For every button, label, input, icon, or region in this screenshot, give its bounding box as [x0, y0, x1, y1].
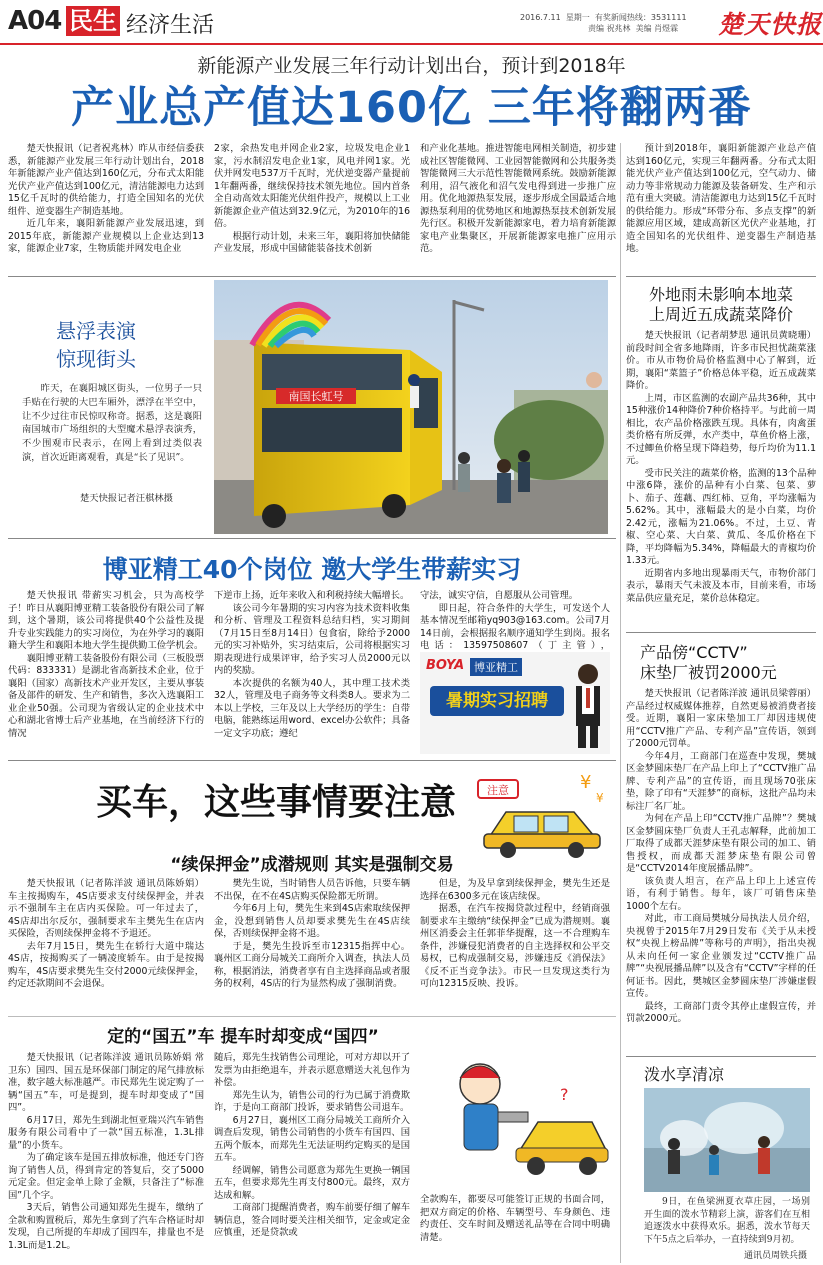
- car-paragraph: 工商部门提醒消费者，购车前要仔细了解车辆信息，签合同时要关注相关细节，定金或定金应慎重，还是贷款或: [214, 1202, 410, 1238]
- ad-banner: [430, 686, 564, 716]
- issue-date: 2016.7.11: [520, 13, 561, 22]
- lead-paragraph: 2家，余热发电并网企业2家，垃圾发电企业1家，污水制沼发电企业1家，风电并网1家。光伏并网发电537万千瓦时，光伏逆变器产量提前1年翻两番，继续保持技术领先地位。国内首条全自动高效太阳能光伏组件投产，规模以上工业新能源企业产值达到32.9亿元，为2010年的16倍。: [214, 143, 410, 229]
- car-s1-column-1: [8, 878, 204, 1014]
- car-paragraph: 6月17日，郑先生到湖北恒亚瑞兴汽车销售服务有限公司看中了一款“国五标准，1.3L排量”的小货车。: [8, 1114, 204, 1151]
- car-paragraph: 随后，郑先生找销售公司理论，可对方却以开了发票为由拒绝退车，并表示愿意赠送大礼包作为补偿。: [214, 1052, 410, 1088]
- splash-top-rule: [626, 1056, 816, 1057]
- svg-text:¥: ¥: [580, 772, 592, 793]
- car-headline: 买车，这些事情要注意: [96, 782, 457, 823]
- svg-text:?: ?: [560, 1085, 569, 1104]
- photo-story-credit: 楚天快报记者汪棋林摄: [80, 493, 173, 504]
- veg-body: [626, 330, 816, 628]
- intern-paragraph: 襄阳博亚精工装备股份有限公司（三板股票代码：833331）是湖北省高新技术企业，位于襄阳（国家）高新技术产业开发区，主要从事装备及部件的研发、生产和销售，多次入选襄阳工业企业50强。公司现为省级认定的企业技术中心和湖北省博士后产业基地，在当前经济下行的情况: [8, 652, 204, 739]
- veg-paragraph: 受市民关注的蔬菜价格，监测的13个品种中涨6降，涨价的品种有小白菜、包菜、萝卜、茄子、莲藕、西红柿、豆角，平均涨幅为5.62%。其中，涨幅最大的是小白菜，均价2.42元，涨幅为21.06%。不过，土豆、青椒、空心菜、大白菜、黄瓜、冬瓜价格在下降，平均降幅为5.34%，降幅最大的青椒均价1.33元。: [626, 467, 816, 566]
- car-paragraph: 6月27日，襄州区工商分局城关工商所介入调查后发现，销售公司销售的小货车有国四、国五两个版本，而郑先生无法证明约定购买的是国五车。: [214, 1114, 410, 1163]
- masthead-rule: [0, 43, 823, 45]
- cctv-paragraph: 最终，工商部门责令其停止虚假宣传，并罚款2000元。: [626, 1000, 816, 1024]
- intern-headline: 博亚精工40个岗位 邀大学生带薪实习: [102, 555, 522, 584]
- cctv-paragraph: 对此，市工商局樊城分局执法人员介绍，央视曾于2015年7月29日发布《关于从未授权“央视上榜品牌”等称号的声明》，指出央视从未向任何一家企业颁发过“CCTV推广品牌”“央视展播品牌”以及含有“CCTV”字样的任何证书。因此，樊城区金梦圆床垫厂涉嫌虚假宣传。: [626, 913, 816, 999]
- lead-headline: 产业总产值达160亿 三年将翻两番: [71, 83, 752, 133]
- caution-sticker-text: 注意: [487, 784, 509, 797]
- car-s2-column-2: [214, 1052, 410, 1262]
- cctv-body: [626, 688, 816, 1052]
- lead-bottom-rule: [8, 276, 616, 277]
- page-number: A04: [8, 6, 62, 36]
- veg-paragraph: 上周，市区监测的农副产品共36种，其中15种涨价14种降价7种价格持平。与此前一周相比，农产品价格涨跌互现。具体有，肉禽蛋类价格有所反弹，水产类中，草鱼价格上涨，不过鲫鱼价格呈现下降趋势，每斤均价为11.1元。: [626, 392, 816, 466]
- splash-title: 泼水享清凉: [644, 1065, 725, 1084]
- lead-kicker: 新能源产业发展三年行动计划出台，预计到2018年: [197, 55, 626, 77]
- veg-title-1: 外地雨未影响本地菜: [648, 285, 793, 304]
- bus-photo: [214, 280, 608, 534]
- photo-story-title-2: 惊现街头: [56, 347, 136, 371]
- car-paragraph: 去年7月15日，樊先生在轿行大道中瑞达4S店，按揭购买了一辆凌度轿车。由于是按揭购车，4S店要求樊先生交付2000元续保押金，约定还款期间不会退保。: [8, 940, 204, 989]
- mechanic-cartoon-graphic: [420, 1050, 610, 1190]
- cctv-paragraph: 今年4月，工商部门在巡查中发现，樊城区金梦圆床垫厂在产品上印上了“CCTV推广品牌、专利产品”的宣传语，而且现场70张床垫，除了印有“天涯梦”的商标，这批产品均未标注厂名厂址。: [626, 750, 816, 812]
- intern-paragraph: 守法，诚实守信，自愿服从公司管理。: [420, 590, 579, 601]
- lead-column-1: [8, 143, 204, 273]
- lead-paragraph: 预计到2018年，襄阳新能源产业总产值达到160亿元，实现三年翻两番。分布式太阳能光伏产业产值达到100亿元，空气动力、储动力等非常规动力能源及装备研发、生产和示范有重大突破。清洁能源电力达到15亿千瓦时的供给能力。形成“环带分布、多点支撑”的新能源应用区域，建成高新区光伏产业基地，打造全国知名的光伏组件、逆变器生产制造基地。: [626, 143, 816, 254]
- veg-title-2: 上周近五成蔬菜降价: [648, 305, 793, 324]
- photo-story-body: 昨天，在襄阳城区街头，一位男子一只手贴在行驶的大巴车厢外，漂浮在半空中，让不少过往市民惊叹称奇。据悉，这是襄阳南国城市广场组织的大型魔术悬浮表演秀，不少围观市民表示，在网上看到过类似表演，首次近距离观看，真是“长了见识”。: [22, 383, 202, 463]
- bus-banner-text: 南国长虹号: [288, 390, 344, 403]
- car-paragraph: 经调解，销售公司愿意为郑先生更换一辆国五车，但要求郑先生再支付800元。最终，双方达成和解。: [214, 1164, 410, 1201]
- masthead-meta: [520, 12, 687, 34]
- car-paragraph: 为了确定该车是国五排放标准，他还专门咨询了销售人员，得到肯定的答复后，交了5000元定金。但定金单上除了金额，只备注了“标准国”几个字。: [8, 1152, 204, 1201]
- mechanic-illustration: [420, 1050, 610, 1190]
- car-illustration: [470, 766, 610, 860]
- newspaper-brand: 楚天快报: [718, 10, 823, 39]
- right-column-divider: [620, 143, 621, 1263]
- car-cartoon-graphic: [470, 766, 610, 860]
- veg-paragraph: 近期省内多地出现暴雨天气，市物价部门表示，暴雨天气未波及本市，目前来看，市场菜品供应量充足，菜价总体稳定。: [626, 567, 816, 604]
- masthead: [0, 0, 823, 44]
- intern-paragraph: 该公司今年暑期的实习内容为技术资料收集和分析、管理及工程资料总结归档，实习期间（7月15日至8月14日）包食宿，除给予2000元的实习补贴外，实习结束后，公司将根据实习期表现进行成果评审，给予实习人员2000元以内的奖励。: [214, 602, 410, 676]
- car-paragraph: 但是，为及早拿到续保押金，樊先生还是选择在6300多元在该店续保。: [420, 878, 610, 902]
- intern-column-1: [8, 590, 204, 756]
- intern-ad: [420, 652, 610, 754]
- car-subhead-1: “续保押金”成潜规则 其实是强制交易: [170, 855, 454, 875]
- photo-story-title-1: 悬浮表演: [56, 319, 136, 343]
- lead-column-2: [214, 143, 410, 273]
- car-s2-column-1: [8, 1052, 204, 1262]
- lead-paragraph: 根据行动计划，未来三年，襄阳将加快储能产业发展，形成中国储能装备技术创新: [214, 230, 410, 254]
- bus-scene-graphic: [214, 280, 608, 534]
- lead-paragraph: 楚天快报讯（记者祝兆林）昨从市经信委获悉，新能源产业发展三年行动计划出台，2018年新能源产业产值达到160亿元，分布式太阳能光伏产业产值达到100亿元，清洁能源电力达到15亿千瓦时的供给能力，打造全国知名的光伏组件、逆变器生产制造基地。: [8, 143, 204, 217]
- intern-paragraph: 即日起，符合条件的大学生，可发送个人基本情况至邮箱yq903@163.com。公司7月14日前，会根据报名顺序通知学生到岗。报名电话：13597508607（丁主管），: [420, 602, 610, 650]
- car-paragraph: 今年6月上旬，樊先生来到4S店索取续保押金，没想到销售人员却要求樊先生在4S店续保，否则续保押金将不退。: [214, 903, 410, 939]
- editor-credit: 责编 祝兆林: [588, 24, 631, 33]
- car-paragraph: 全款购车，都要尽可能签订正规的书面合同，把双方商定的价格、车辆型号、车身颜色、违约责任、交车时间及赠送礼品等在合同中明确清楚。: [420, 1194, 610, 1243]
- intern-column-3: [420, 590, 610, 650]
- veg-top-rule: [626, 276, 816, 277]
- car-top-rule: [8, 760, 616, 761]
- svg-text:¥: ¥: [596, 791, 604, 805]
- car-s2-column-3: [420, 1194, 610, 1262]
- car-paragraph: 据悉，在汽车按揭贷款过程中，经销商强制要求车主缴纳“续保押金”已成为潜规则。襄州区消委会主任郭菲华提醒，这一不合理购车条件，涉嫌侵犯消费者的自主选择权和公平交易权，已构成强制交易，涉嫌违反《消保法》《反不正当竞争法》。市民一旦发现这类行为可向12315反映、投诉。: [420, 903, 610, 989]
- designer-credit: 美编 肖煜霖: [635, 24, 679, 33]
- cctv-title-1: 产品傍“CCTV”: [640, 643, 748, 662]
- intern-column-2: [214, 590, 410, 756]
- cctv-paragraph: 该负责人坦言，在产品上印上上述宣传语，有利于销售。每年，该厂可销售床垫1000个左右。: [626, 875, 816, 912]
- lead-paragraph: 和产业化基地。推进智能电网相关制造，初步建成社区智能微网、工业园智能微网和公共服务类智能微网三大示范性智能微网系统。鼓励新能源利用，沼气液化和沼气发电得到进一步推广应用。优化地源热泵发展，逐步形成全国最适合地源热泵利用的优势地区和地源热泵技术创新发展先行区。积极开发新能源家电，着力培育新能源家电产业集聚区，开展新能源家电推广应用示范。: [420, 143, 616, 254]
- cctv-top-rule: [626, 632, 816, 633]
- car-subhead-2: 定的“国五”车 提车时却变成“国四”: [107, 1027, 379, 1047]
- veg-paragraph: 楚天快报讯（记者胡梦思 通讯员黄晓珊）前段时间全省多地降雨，许多市民担忧蔬菜涨价。市从市物价局价格监测中心了解到，近期，襄阳“菜篮子”价格总体平稳，近五成蔬菜降价。: [626, 330, 816, 391]
- splash-photo: [644, 1088, 810, 1192]
- student-figure-icon: [570, 662, 606, 748]
- intern-paragraph: 本次提供的名额为40人，其中理工技术类32人，管理及电子商务等文科类8人。要求为二本以上学校，三年及以上大学经历的学生：自带电脑，能熟练运用word、excel办公软件；具备一定文字功底；遵纪: [214, 677, 410, 739]
- intern-paragraph: 楚天快报讯 带薪实习机会，只为高校学子！昨日从襄阳博亚精工装备股份有限公司了解到，这个暑期，该公司将提供40个公益性及提升专业实践能力的实习岗位，为在外学习的襄阳籍大学生和襄阳本地大学生提供勤工俭学机会。: [8, 590, 204, 651]
- car-paragraph: 3天后，销售公司通知郑先生提车，缴纳了全款和购置税后，郑先生拿到了汽车合格证时却发现，自己所提的车却成了国四车，排量也不是1.3L而是1.2L。: [8, 1202, 204, 1251]
- car-mid-rule: [8, 1016, 616, 1017]
- splash-caption: 9日，在鱼梁洲夏衣草庄园，一场别开生面的泼水节精彩上演，游客们在互相追逐泼水中获得欢乐。据悉，泼水节每天下午5点之后举办，一直持续到9月初。: [644, 1197, 810, 1245]
- car-paragraph: 樊先生说，当时销售人员告诉他，只要车辆不出保，在不在4S店购买保险都无所谓。: [214, 878, 410, 902]
- news-hotline: 有奖新闻热线：3531111: [594, 13, 687, 22]
- issue-weekday: 星期一: [565, 13, 590, 22]
- section-tag: 民生: [66, 6, 120, 36]
- car-s1-column-3: [420, 878, 610, 1014]
- car-paragraph: 于是，樊先生投诉至市12315指挥中心。襄州区工商分局城关工商所介入调查，执法人员称，根据消法，消费者享有自主选择商品或者服务的权利，4S店的行为显然构成了强制消费。: [214, 940, 410, 989]
- cctv-title-2: 床垫厂被罚2000元: [640, 663, 777, 682]
- cctv-paragraph: 楚天快报讯（记者陈洋波 通讯员梁蓉丽）产品经过权威媒体推荐，自然更易被消费者接受。近期，襄阳一家床垫加工厂却因违规使用“CCTV推广产品、专利产品”宣传语，领到了2000元罚单。: [626, 688, 816, 749]
- ad-banner-text: 暑期实习招聘: [446, 691, 548, 711]
- intern-paragraph: 下逆市上扬，近年来收入和利税持续大幅增长。: [214, 590, 410, 601]
- boya-company: 博亚精工: [470, 658, 522, 676]
- splash-credit: 通讯员周铁兵摄: [744, 1251, 808, 1261]
- car-s1-column-2: [214, 878, 410, 1014]
- boya-logo: BOYA: [426, 658, 465, 673]
- lead-paragraph: 近几年来，襄阳新能源产业发展迅速，到2015年底，新能源产业规模以上企业达到13家，能源企业7家，生物质能并网发电企业: [8, 218, 204, 254]
- intern-top-rule: [8, 538, 616, 539]
- car-paragraph: 楚天快报讯（记者陈洋波 通讯员陈娇娟 常卫东）国四、国五是环保部门制定的尾气排放标准，数字越大标准越严。市民郑先生说定购了一辆“国五”车，可是提到，提车时却变成了“国四”。: [8, 1052, 204, 1113]
- car-paragraph: 楚天快报讯（记者陈洋波 通讯员陈娇娟）车主按揭购车，4S店要求支付续保押金，并表示不强制车主在店内买保险。可一年过去了，4S店却出尔反尔，强制要求车主樊先生在店内买保险，否则续保押金将不予退还。: [8, 878, 204, 939]
- lead-column-4: [626, 143, 816, 273]
- cctv-paragraph: 为何在产品上印“CCTV推广品牌”？樊城区金梦圆床垫厂负责人王孔志解释，此前加工厂取得了成都天涯梦床垫有限公司的加工、销售授权，而成都天涯梦床垫有限公司曾是“CCTV2014年度展播品牌”。: [626, 813, 816, 874]
- section-name: 经济生活: [126, 13, 215, 38]
- lead-column-3: [420, 143, 616, 273]
- car-paragraph: 郑先生认为，销售公司的行为已属于消费欺诈，于是向工商部门投诉，要求销售公司退车。: [214, 1089, 410, 1113]
- water-festival-graphic: [644, 1088, 810, 1192]
